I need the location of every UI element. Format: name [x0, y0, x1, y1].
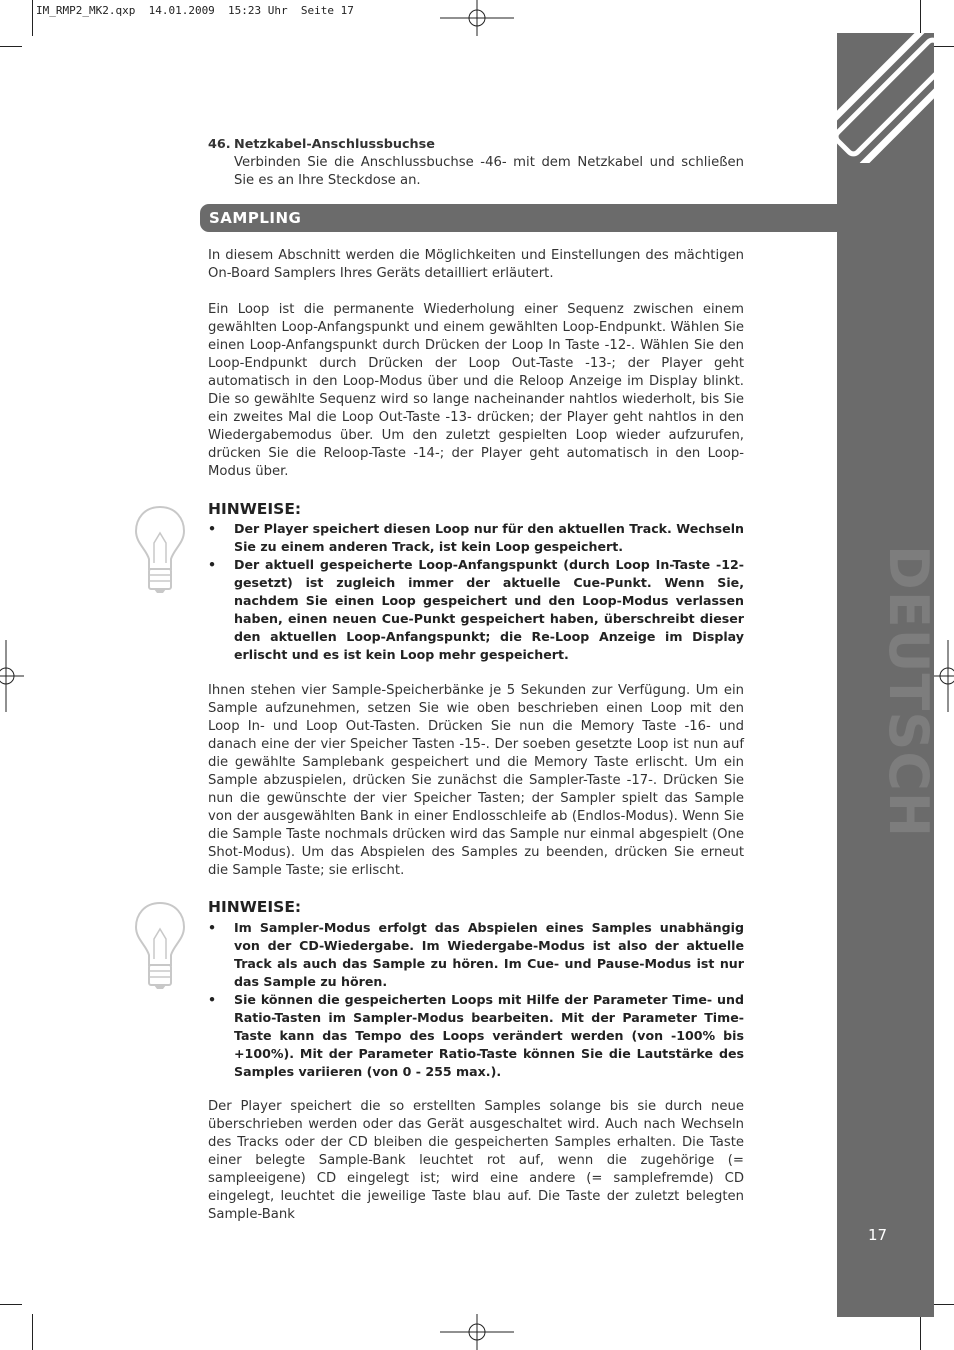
bullet-icon: • — [208, 521, 217, 536]
crop-mark — [0, 46, 22, 47]
list-item — [208, 520, 744, 556]
item-title: Netzkabel-Anschlussbuchse — [234, 137, 435, 152]
hints-title: HINWEISE: — [208, 898, 302, 916]
list-item — [208, 556, 744, 664]
hints-list — [208, 919, 744, 1081]
bullet-icon: • — [208, 557, 217, 572]
registration-mark-bottom — [440, 1314, 514, 1350]
bullet-icon: • — [208, 920, 217, 935]
hint-text: Der Player speichert diesen Loop nur für den aktuellen Track. Wechseln Sie zu einem anderen Track, ist kein Loop gespeichert. — [234, 521, 744, 554]
hint-text: Im Sampler-Modus erfolgt das Abspielen eines Samples unabhängig von der CD-Wiedergabe. Im Wiedergabe-Modus ist also der aktuelle Track als auch das Sample zu hören. Im Cue- und Pause-Modus ist nur das Sample zu hören. — [234, 920, 744, 989]
crop-mark — [32, 0, 33, 36]
paragraph-intro: In diesem Abschnitt werden die Möglichkeiten und Einstellungen des mächtigen On-Board Samplers Ihres Geräts detailliert erläutert. — [208, 248, 744, 281]
paragraph-loop: Ein Loop ist die permanente Wiederholung einer Sequenz zwischen einem gewählten Loop-Anfangspunkt und einem gewählten Loop-Endpunkt. Wählen Sie einen Loop-Anfangspunkt durch Drücken der Loop In Taste -12-. Wählen Sie den Loop-Endpunkt durch Drücken der Loop Out-Taste -13-; der Player geht automatisch in den Loop-Modus über und die Reloop Anzeige im Display blinkt. Die so gewählte Sequenz wird so lange nacheinander nahtlos wiederholt, bis Sie ein zweites Mal die Loop Out-Taste -13- drücken; der Player geht nahtlos in den Wiedergabemodus über. Um den zuletzt gespielten Loop wieder aufzurufen, drücken Sie die Reloop-Taste -14-; der Player geht automatisch in den Loop-Modus über. — [208, 302, 744, 479]
crop-mark — [0, 1304, 22, 1305]
lightbulb-icon — [132, 503, 188, 597]
paragraph-final: Der Player speichert die so erstellten Samples solange bis sie durch neue überschrieben werden oder das Gerät ausgeschaltet wird. Auch nach Wechseln des Tracks oder der CD bleiben die gespeicherten Samples erhalten. Die Taste einer belegte Sample-Bank leuchtet rot auf, wenn die zugehörige (= sampleeigene) CD eingelegt ist; wird eine andere (= samplefremde) CD eingelegt, leuchtet die jeweilige Taste blau auf. Die Taste der zuletzt belegten Sample-Bank — [208, 1099, 744, 1222]
hint-text: Sie können die gespeicherten Loops mit Hilfe der Parameter Time- und Ratio-Tasten im Sampler-Modus bearbeiten. Mit der Parameter Time-Taste kann das Tempo des Loops verändert werden (von -100% bis +100%). Mit der Parameter Ratio-Taste können Sie die Lautstärke des Samples variieren (von 0 - 255 max.). — [234, 992, 744, 1079]
registration-mark-top — [440, 0, 514, 36]
hints-title: HINWEISE: — [208, 500, 302, 518]
crop-mark — [920, 0, 921, 36]
hint-text: Der aktuell gespeicherte Loop-Anfangspunkt (durch Loop In-Taste -12- gesetzt) ist zugleich immer der aktuelle Cue-Punkt. Wenn Sie, nachdem Sie einen Loop gespeichert und den Loop-Modus verlassen haben, einen neuen Cue-Punkt gespeichert haben, überschreibt dieser den aktuellen Loop-Anfangspunkt; die Re-Loop Anzeige im Display erlischt und es ist kein Loop mehr gespeichert. — [234, 557, 744, 662]
brand-logo-icon — [837, 33, 934, 163]
lightbulb-icon — [132, 899, 188, 993]
list-item — [208, 991, 744, 1081]
item-number: 46. — [208, 137, 231, 152]
item-46-heading — [208, 136, 744, 154]
bullet-icon: • — [208, 992, 217, 1007]
item-46-text: Verbinden Sie die Anschlussbuchse -46- mit dem Netzkabel und schließen Sie es an Ihre Steckdose an. — [234, 155, 744, 188]
print-slug: IM_RMP2_MK2.qxp 14.01.2009 15:23 Uhr Seite 17 — [36, 4, 354, 17]
list-item — [208, 919, 744, 991]
paragraph-sample: Ihnen stehen vier Sample-Speicherbänke je 5 Sekunden zur Verfügung. Um ein Sample aufzunehmen, setzen Sie wie oben beschrieben einen Loop mit den Loop In- und Loop Out-Tasten. Drücken Sie nun die Memory Taste -16- und danach eine der vier Speicher Tasten -15-. Der soeben gesetzte Loop ist nun auf die gewählte Samplebank gespeichert und die Memory Taste erlischt. Um ein Sample abzuspielen, drücken Sie zunächst die Sampler-Taste -17-. Drücken Sie nun die gewünschte der vier Speicher Tasten; der Sampler spielt das Sample von der ausgewählten Bank in einer Endlosschleife ab (Endlos-Modus). Wenn Sie die Sample Taste nochmals drücken wird das Sample nur einmal abgespielt (One Shot-Modus). Um das Abspielen des Samples zu beenden, drücken Sie erneut die Sample Taste; sie erlischt. — [208, 683, 744, 878]
section-title: SAMPLING — [209, 209, 302, 227]
crop-mark — [920, 1314, 921, 1350]
language-label: DEUTSCH — [877, 545, 940, 839]
registration-mark-left — [0, 640, 24, 712]
crop-mark — [932, 46, 954, 47]
page-number: 17 — [868, 1226, 888, 1244]
crop-mark — [32, 1314, 33, 1350]
crop-mark — [932, 1304, 954, 1305]
hints-list — [208, 520, 744, 664]
item-46 — [208, 136, 744, 190]
